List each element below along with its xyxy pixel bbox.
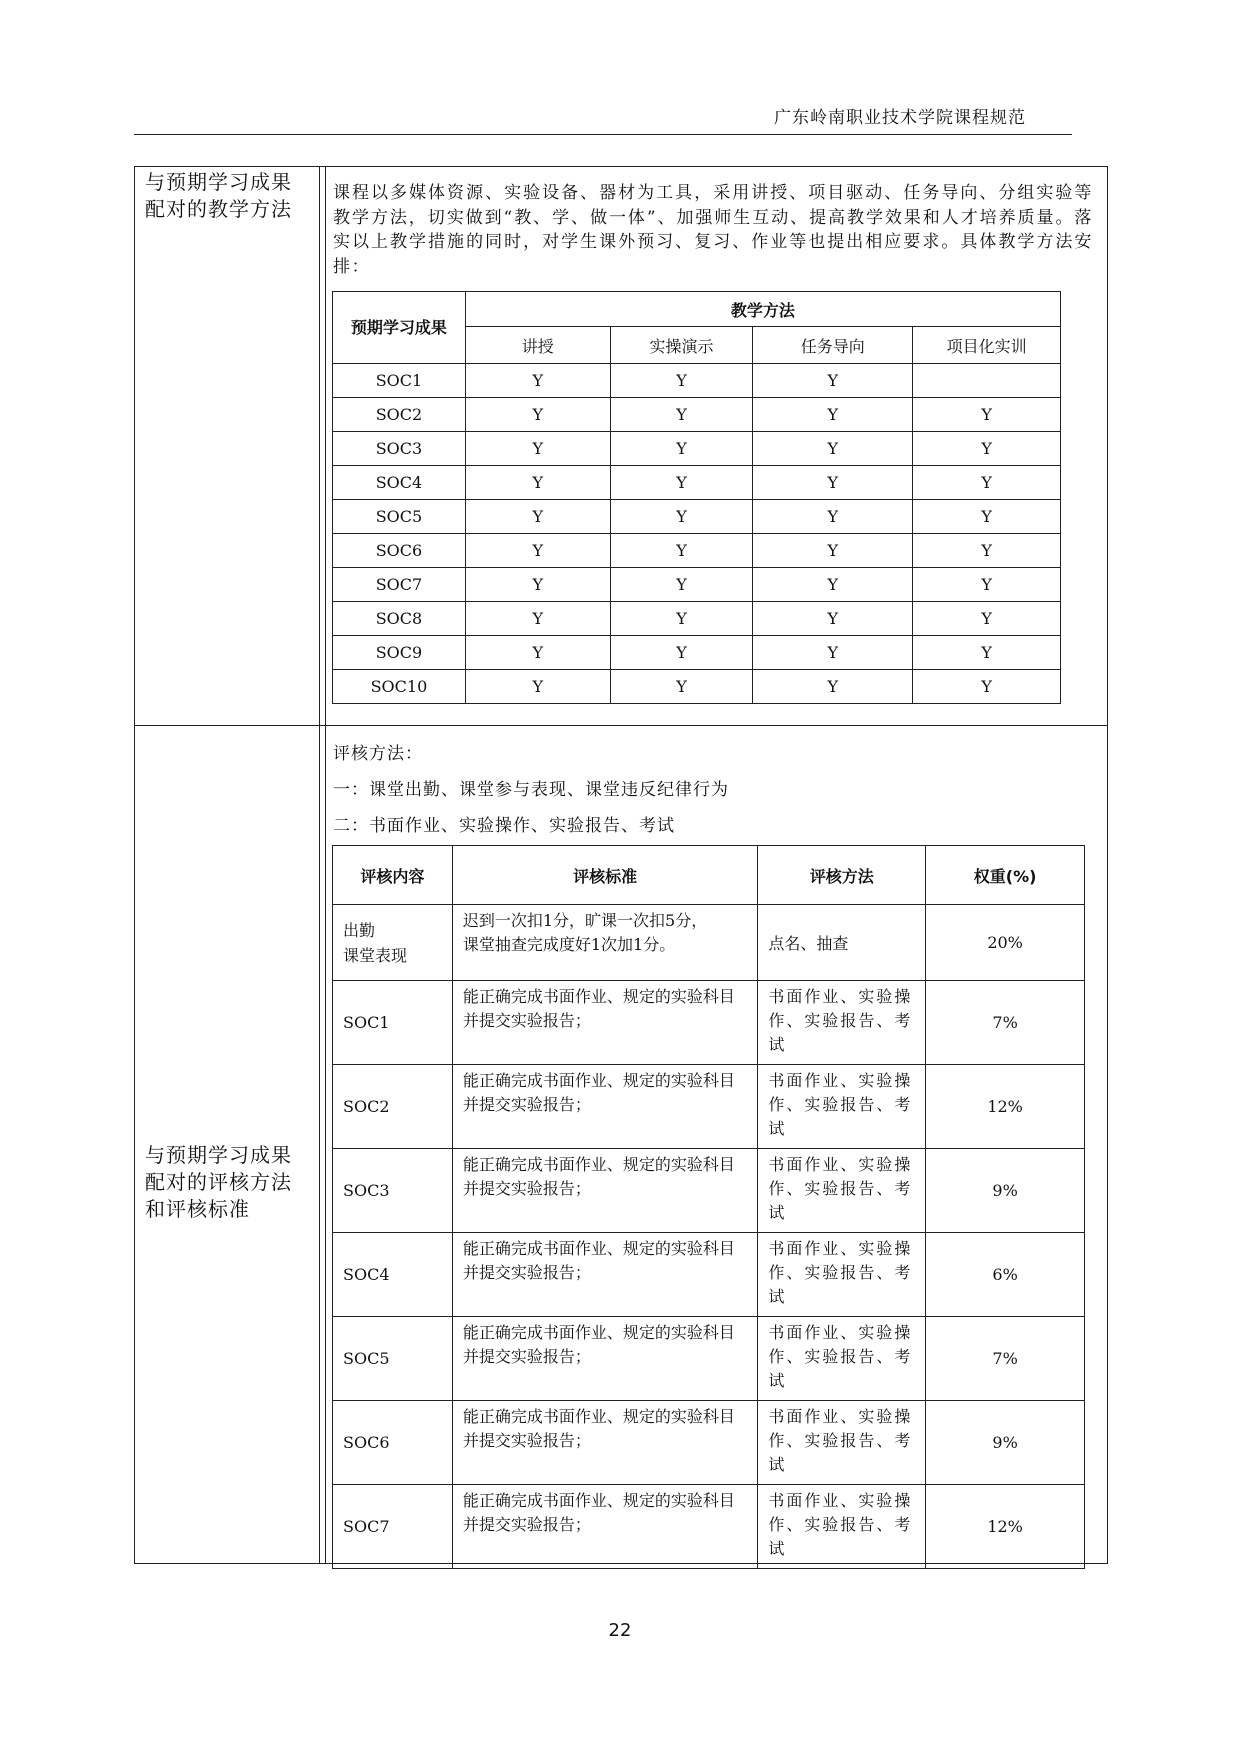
method-mark-cell: Y (913, 432, 1061, 466)
table-row (333, 398, 1061, 432)
table-row (333, 981, 1085, 1065)
section-divider (135, 725, 1107, 726)
method-header: 讲授 (465, 327, 610, 364)
method-mark-cell: Y (753, 670, 913, 704)
table-row (333, 466, 1061, 500)
assessment-weight-cell: 7% (926, 1317, 1085, 1401)
assessment-weight-cell: 9% (926, 1401, 1085, 1485)
outcome-cell: SOC6 (333, 534, 466, 568)
method-mark-cell: Y (913, 670, 1061, 704)
table-row (333, 1485, 1085, 1569)
assessment-standard-cell: 能正确完成书面作业、规定的实验科目并提交实验报告； (452, 1401, 758, 1485)
outcome-cell: SOC3 (333, 432, 466, 466)
assessment-standard-cell: 迟到一次扣1分，旷课一次扣5分， 课堂抽查完成度好1次加1分。 (452, 905, 758, 981)
method-mark-cell: Y (465, 670, 610, 704)
assessment-weight-cell: 12% (926, 1065, 1085, 1149)
table-row (333, 1065, 1085, 1149)
table-row (333, 1401, 1085, 1485)
method-mark-cell: Y (753, 364, 913, 398)
table-row (333, 670, 1061, 704)
assessment-item-1: 一：课堂出勤、课堂参与表现、课堂违反纪律行为 (333, 780, 729, 800)
table-row (333, 1149, 1085, 1233)
page-header-title: 广东岭南职业技术学院课程规范 (774, 108, 1026, 128)
assessment-method-cell: 书面作业、实验操作、实验报告、考试 (758, 1065, 926, 1149)
method-mark-cell: Y (610, 364, 753, 398)
page-number: 22 (608, 1620, 632, 1641)
method-mark-cell: Y (610, 568, 753, 602)
assessment-content-cell: SOC3 (333, 1149, 453, 1233)
assessment-weight-cell: 6% (926, 1233, 1085, 1317)
method-mark-cell: Y (753, 602, 913, 636)
method-mark-cell: Y (465, 466, 610, 500)
assessment-weight-cell: 20% (926, 905, 1085, 981)
method-mark-cell: Y (753, 432, 913, 466)
method-mark-cell: Y (913, 500, 1061, 534)
assessment-method-cell: 书面作业、实验操作、实验报告、考试 (758, 981, 926, 1065)
table-row (333, 568, 1061, 602)
assessment-content-cell: SOC5 (333, 1317, 453, 1401)
column-divider-inner (325, 167, 326, 1563)
assessment-method-cell: 书面作业、实验操作、实验报告、考试 (758, 1401, 926, 1485)
assessment-standard-cell: 能正确完成书面作业、规定的实验科目并提交实验报告； (452, 1065, 758, 1149)
teaching-method-paragraph: 课程以多媒体资源、实验设备、器材为工具，采用讲授、项目驱动、任务导向、分组实验等教学方法，切实做到“教、学、做一体”、加强师生互动、提高教学效果和人才培养质量。落实以上教学措施的同时，对学生课外预习、复习、作业等也提出相应要求。具体教学方法安排： (333, 183, 1093, 277)
assessment-content-cell: SOC6 (333, 1401, 453, 1485)
method-group-header: 教学方法 (465, 292, 1060, 327)
method-mark-cell: Y (610, 398, 753, 432)
table-row (333, 602, 1061, 636)
table-row (333, 1317, 1085, 1401)
method-header: 项目化实训 (913, 327, 1061, 364)
method-mark-cell: Y (610, 432, 753, 466)
assessment-method-cell: 书面作业、实验操作、实验报告、考试 (758, 1149, 926, 1233)
method-mark-cell: Y (610, 466, 753, 500)
table-row (333, 636, 1061, 670)
method-mark-cell: Y (610, 534, 753, 568)
method-mark-cell: Y (753, 398, 913, 432)
assessment-intro: 评核方法： (333, 744, 423, 764)
label-line: 与预期学习成果 (145, 170, 292, 194)
method-mark-cell: Y (913, 602, 1061, 636)
assessment-content-cell: SOC2 (333, 1065, 453, 1149)
label-line: 配对的教学方法 (145, 197, 292, 221)
method-mark-cell: Y (465, 398, 610, 432)
outcome-header: 预期学习成果 (333, 292, 466, 364)
method-mark-cell: Y (610, 500, 753, 534)
assessment-method-cell: 点名、抽查 (758, 905, 926, 981)
table-row (333, 1233, 1085, 1317)
method-mark-cell: Y (913, 568, 1061, 602)
table-row (333, 432, 1061, 466)
assessment-method-cell: 书面作业、实验操作、实验报告、考试 (758, 1233, 926, 1317)
label-line: 配对的评核方法 (145, 1170, 292, 1194)
assessment-header: 评核方法 (758, 846, 926, 905)
outcome-cell: SOC9 (333, 636, 466, 670)
label-line: 与预期学习成果 (145, 1143, 292, 1167)
assessment-table (332, 845, 1085, 1569)
assessment-standard-cell: 能正确完成书面作业、规定的实验科目并提交实验报告； (452, 1149, 758, 1233)
course-spec-table (134, 166, 1108, 1564)
table-row (333, 905, 1085, 981)
method-mark-cell (913, 364, 1061, 398)
method-mark-cell: Y (465, 500, 610, 534)
assessment-header: 评核内容 (333, 846, 453, 905)
label-line: 和评核标准 (145, 1197, 250, 1221)
assessment-item-2: 二：书面作业、实验操作、实验报告、考试 (333, 816, 675, 836)
assessment-standard-cell: 能正确完成书面作业、规定的实验科目并提交实验报告； (452, 1485, 758, 1569)
method-mark-cell: Y (913, 534, 1061, 568)
assessment-content-cell: SOC7 (333, 1485, 453, 1569)
method-mark-cell: Y (465, 602, 610, 636)
method-mark-cell: Y (610, 602, 753, 636)
assessment-standard-cell: 能正确完成书面作业、规定的实验科目并提交实验报告； (452, 1233, 758, 1317)
method-mark-cell: Y (465, 568, 610, 602)
method-mark-cell: Y (465, 432, 610, 466)
assessment-weight-cell: 9% (926, 1149, 1085, 1233)
method-mark-cell: Y (753, 534, 913, 568)
assessment-header: 评核标准 (452, 846, 758, 905)
method-mark-cell: Y (610, 670, 753, 704)
assessment-method-cell: 书面作业、实验操作、实验报告、考试 (758, 1485, 926, 1569)
assessment-content-cell: 出勤 课堂表现 (333, 905, 453, 981)
teaching-method-table (332, 291, 1061, 704)
outcome-cell: SOC4 (333, 466, 466, 500)
method-header: 实操演示 (610, 327, 753, 364)
method-header: 任务导向 (753, 327, 913, 364)
method-mark-cell: Y (753, 568, 913, 602)
table-row (333, 364, 1061, 398)
outcome-cell: SOC5 (333, 500, 466, 534)
outcome-cell: SOC8 (333, 602, 466, 636)
method-mark-cell: Y (753, 500, 913, 534)
method-mark-cell: Y (610, 636, 753, 670)
assessment-method-cell: 书面作业、实验操作、实验报告、考试 (758, 1317, 926, 1401)
header-rule (134, 134, 1072, 135)
table-row (333, 500, 1061, 534)
method-mark-cell: Y (753, 466, 913, 500)
assessment-content-cell: SOC4 (333, 1233, 453, 1317)
assessment-header: 权重(%) (926, 846, 1085, 905)
assessment-content-cell: SOC1 (333, 981, 453, 1065)
method-mark-cell: Y (465, 534, 610, 568)
assessment-standard-cell: 能正确完成书面作业、规定的实验科目并提交实验报告； (452, 981, 758, 1065)
assessment-method-label (145, 1142, 292, 1223)
assessment-weight-cell: 12% (926, 1485, 1085, 1569)
outcome-cell: SOC7 (333, 568, 466, 602)
outcome-cell: SOC10 (333, 670, 466, 704)
method-mark-cell: Y (913, 398, 1061, 432)
column-divider-outer (319, 167, 320, 1563)
outcome-cell: SOC1 (333, 364, 466, 398)
method-mark-cell: Y (465, 364, 610, 398)
method-mark-cell: Y (753, 636, 913, 670)
table-row (333, 534, 1061, 568)
assessment-standard-cell: 能正确完成书面作业、规定的实验科目并提交实验报告； (452, 1317, 758, 1401)
method-mark-cell: Y (913, 636, 1061, 670)
method-mark-cell: Y (465, 636, 610, 670)
assessment-weight-cell: 7% (926, 981, 1085, 1065)
outcome-cell: SOC2 (333, 398, 466, 432)
teaching-method-label (145, 169, 292, 223)
method-mark-cell: Y (913, 466, 1061, 500)
